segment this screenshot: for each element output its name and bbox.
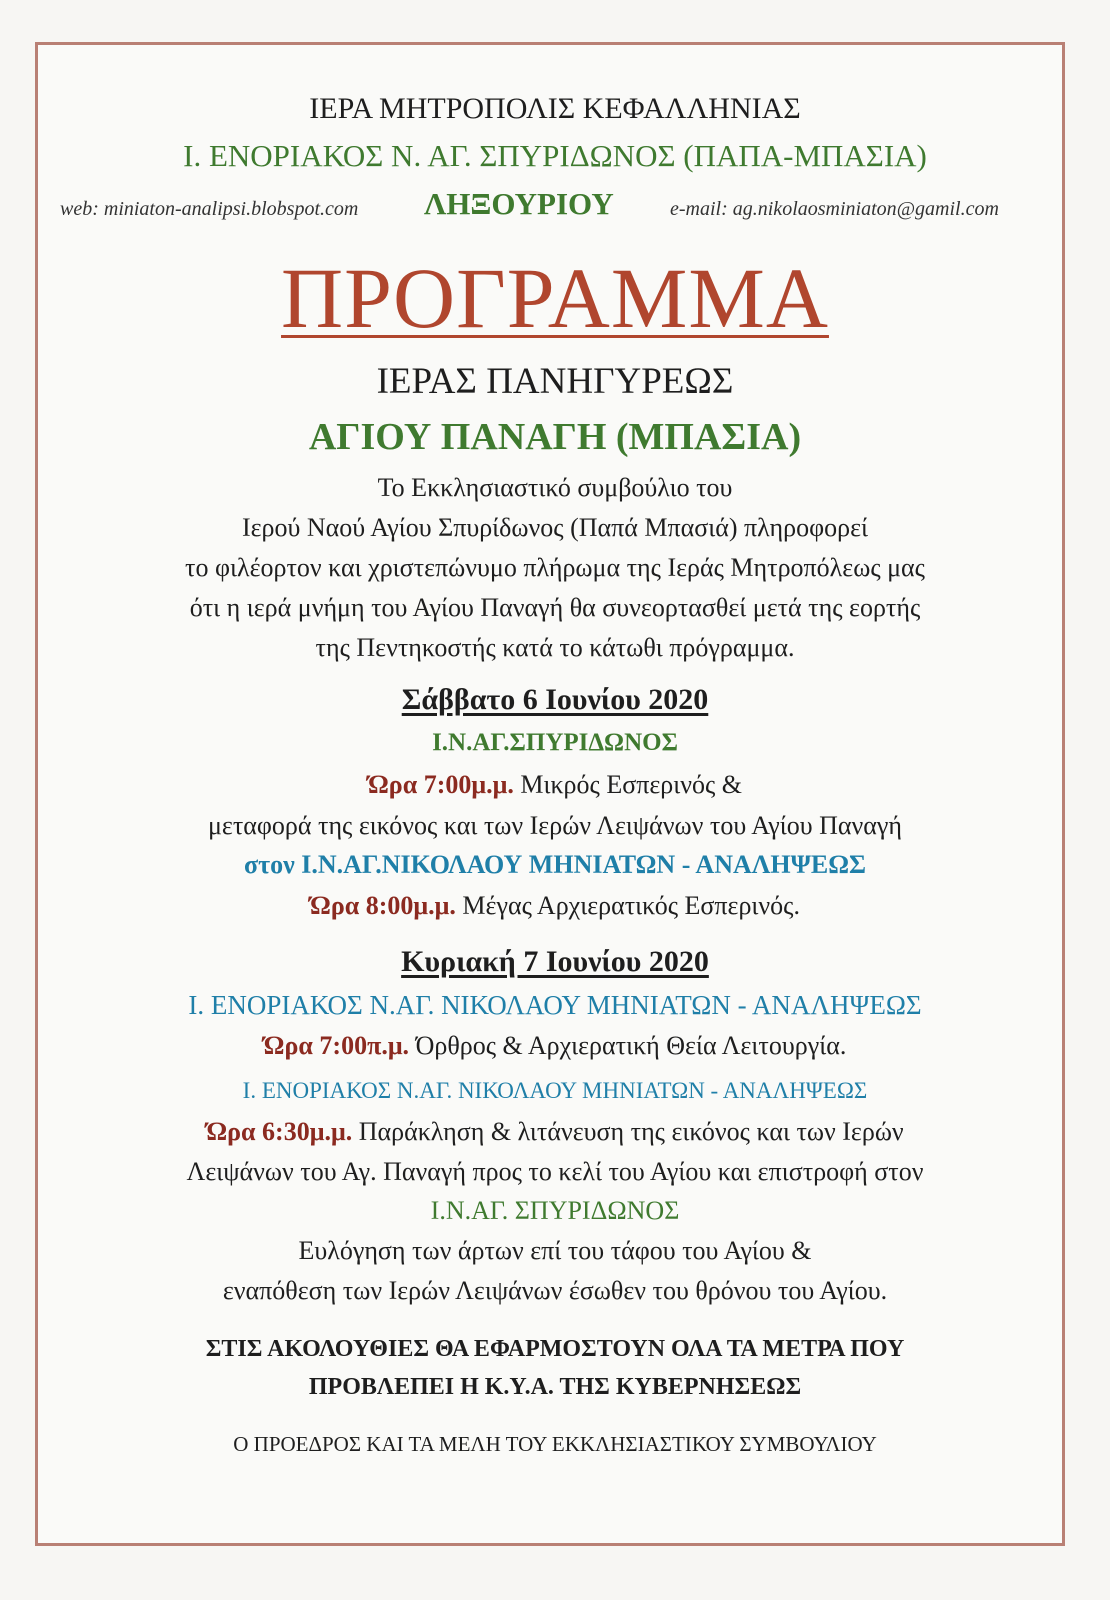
sunday-time-2: Ώρα 6:30μ.μ. <box>206 1117 353 1146</box>
saturday-event-1 <box>0 770 1110 800</box>
signature: Ο ΠΡΟΕΔΡΟΣ ΚΑΙ ΤΑ ΜΕΛΗ ΤΟΥ ΕΚΚΛΗΣΙΑΣΤΙΚΟΥ ΣΥΜΒΟΥΛΙΟΥ <box>233 1432 877 1456</box>
metropolis-heading: ΙΕΡΑ ΜΗΤΡΟΠΟΛΙΣ ΚΕΦΑΛΛΗΝΙΑΣ <box>309 92 801 125</box>
sunday-event-2 <box>0 1117 1110 1147</box>
sunday-church: Ι. ΕΝΟΡΙΑΚΟΣ Ν.ΑΓ. ΝΙΚΟΛΑΟΥ ΜΗΝΙΑΤΩΝ - ΑΝΑΛΗΨΕΩΣ <box>188 990 922 1020</box>
program-title: ΠΡΟΓΡΑΜΜΑ <box>281 250 829 346</box>
sunday-time-1: Ώρα 7:00π.μ. <box>263 1031 410 1060</box>
parish-heading: Ι. ΕΝΟΡΙΑΚΟΣ Ν. ΑΓ. ΣΠΥΡΙΔΩΝΟΣ (ΠΑΠΑ-ΜΠΑΣΙΑ) <box>183 138 927 173</box>
notice-line-2: ΠΡΟΒΛΕΠΕΙ Η Κ.Υ.Α. ΤΗΣ ΚΥΒΕΡΝΗΣΕΩΣ <box>308 1374 802 1400</box>
place-name: ΛΗΞΟΥΡΙΟΥ <box>424 186 614 221</box>
web-address: web: miniaton-analipsi.blobspot.com <box>60 198 359 220</box>
sunday-church-2: Ι. ΕΝΟΡΙΑΚΟΣ Ν.ΑΓ. ΝΙΚΟΛΑΟΥ ΜΗΝΙΑΤΩΝ - ΑΝΑΛΗΨΕΩΣ <box>242 1078 868 1103</box>
sunday-date: Κυριακή 7 Ιουνίου 2020 <box>401 945 709 978</box>
saturday-time-1: Ώρα 7:00μ.μ. <box>367 770 514 799</box>
intro-line-4: ότι η ιερά μνήμη του Αγίου Παναγή θα συνεορτασθεί μετά της εορτής <box>189 593 921 622</box>
saturday-date: Σάββατο 6 Ιουνίου 2020 <box>401 683 709 716</box>
sunday-event-2b: Λειψάνων του Αγ. Παναγή προς το κελί του Αγίου και επιστροφή στον <box>186 1157 924 1186</box>
saturday-event-1-text: Μικρός Εσπερινός & <box>513 770 743 799</box>
intro-line-1: Το Εκκλησιαστικό συμβούλιο του <box>377 473 733 502</box>
saint-name: ΑΓΙΟΥ ΠΑΝΑΓΗ (ΜΠΑΣΙΑ) <box>308 416 802 458</box>
sunday-event-2-text: Παράκληση & λιτάνευση της εικόνος και των Ιερών <box>352 1117 904 1146</box>
sunday-event-1 <box>0 1031 1110 1061</box>
saturday-event-1b: μεταφορά της εικόνος και των Ιερών Λειψάνων του Αγίου Παναγή <box>207 811 903 840</box>
notice-line-1: ΣΤΙΣ ΑΚΟΛΟΥΘΙΕΣ ΘΑ ΕΦΑΡΜΟΣΤΟΥΝ ΟΛΑ ΤΑ ΜΕΤΡΑ ΠΟΥ <box>205 1336 905 1362</box>
email-address: e-mail: ag.nikolaosminiaton@gamil.com <box>670 198 999 220</box>
saturday-church: Ι.Ν.ΑΓ.ΣΠΥΡΙΔΩΝΟΣ <box>432 729 678 756</box>
saturday-time-2: Ώρα 8:00μ.μ. <box>310 891 456 920</box>
saturday-church-2: στον Ι.Ν.ΑΓ.ΝΙΚΟΛΑΟΥ ΜΗΝΙΑΤΩΝ - ΑΝΑΛΗΨΕΩΣ <box>243 850 867 879</box>
intro-line-3: το φιλέορτον και χριστεπώνυμο πλήρωμα της Ιεράς Μητροπόλεως μας <box>185 553 925 582</box>
saturday-event-2-text: Μέγας Αρχιερατικός Εσπερινός. <box>455 891 800 920</box>
sunday-event-3b: εναπόθεση των Ιερών Λειψάνων έσωθεν του θρόνου του Αγίου. <box>222 1276 888 1305</box>
saturday-event-2 <box>0 891 1110 921</box>
sunday-event-1-text: Όρθρος & Αρχιερατική Θεία Λειτουργία. <box>409 1031 847 1060</box>
intro-line-5: της Πεντηκοστής κατά το κάτωθι πρόγραμμα. <box>315 633 795 662</box>
festival-subtitle: ΙΕΡΑΣ ΠΑΝΗΓΥΡΕΩΣ <box>376 361 734 402</box>
sunday-event-3: Ευλόγηση των άρτων επί του τάφου του Αγίου & <box>298 1236 812 1265</box>
intro-line-2: Ιερού Ναού Αγίου Σπυρίδωνος (Παπά Μπασιά) πληροφορεί <box>241 513 869 542</box>
sunday-church-3: Ι.Ν.ΑΓ. ΣΠΥΡΙΔΩΝΟΣ <box>430 1196 680 1225</box>
